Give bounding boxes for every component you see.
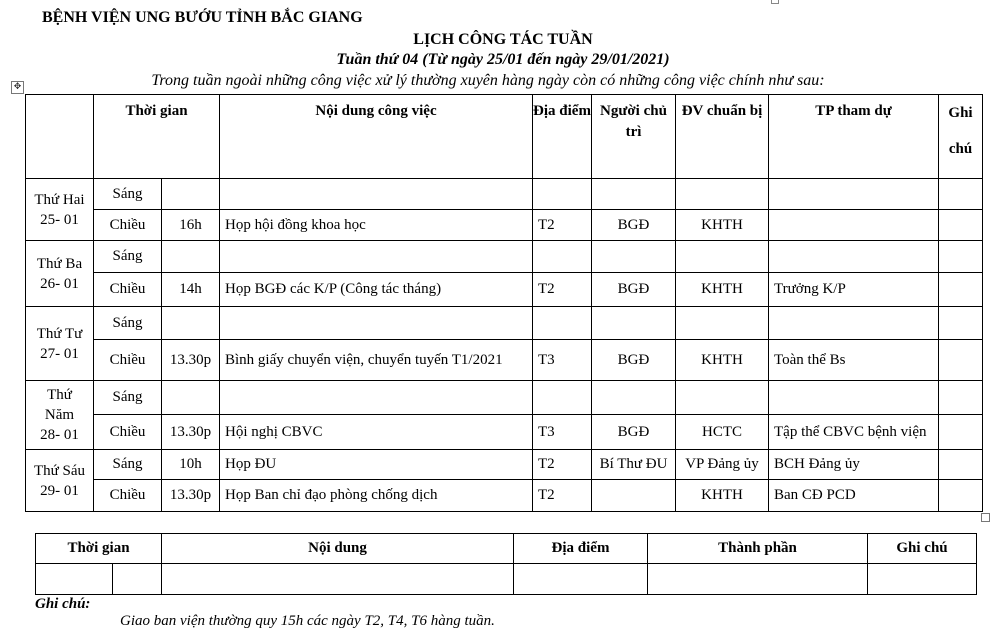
schedule-row bbox=[26, 307, 983, 340]
prep-cell[interactable]: KHTH bbox=[676, 210, 769, 241]
content-cell[interactable]: Họp BGĐ các K/P (Công tác tháng) bbox=[220, 273, 533, 307]
agenda-header-time: Thời gian bbox=[36, 534, 162, 564]
agenda-cell[interactable] bbox=[648, 564, 868, 595]
day-name: Thứ Tư bbox=[36, 325, 83, 342]
content-cell[interactable] bbox=[220, 381, 533, 415]
day-cell bbox=[26, 307, 94, 381]
place-cell[interactable]: T3 bbox=[533, 415, 592, 450]
agenda-cell[interactable] bbox=[868, 564, 977, 595]
header-day-cell bbox=[26, 95, 94, 179]
document-title: LỊCH CÔNG TÁC TUẦN bbox=[413, 31, 593, 48]
content-cell[interactable] bbox=[220, 241, 533, 273]
header-attendees: TP tham dự bbox=[769, 95, 939, 179]
day-date: 25- 01 bbox=[40, 211, 79, 228]
schedule-row bbox=[26, 210, 983, 241]
day-cell bbox=[26, 241, 94, 307]
week-range: Tuần thứ 04 (Từ ngày 25/01 đến ngày 29/01/2021) bbox=[336, 51, 670, 68]
agenda-header-row bbox=[36, 534, 977, 564]
content-cell[interactable]: Hội nghị CBVC bbox=[220, 415, 533, 450]
schedule-row bbox=[26, 241, 983, 273]
note-cell[interactable] bbox=[939, 340, 983, 381]
prep-cell[interactable] bbox=[676, 241, 769, 273]
content-cell[interactable] bbox=[220, 179, 533, 210]
content-cell[interactable]: Họp ĐU bbox=[220, 450, 533, 480]
session-morning: Sáng bbox=[94, 307, 162, 340]
note-cell[interactable] bbox=[939, 450, 983, 480]
schedule-row bbox=[26, 415, 983, 450]
place-cell[interactable]: T3 bbox=[533, 340, 592, 381]
page-corner-mark bbox=[771, 0, 779, 4]
day-cell bbox=[26, 179, 94, 241]
time-cell[interactable] bbox=[162, 381, 220, 415]
header-prep: ĐV chuẩn bị bbox=[676, 95, 769, 179]
note-cell[interactable] bbox=[939, 179, 983, 210]
schedule-table bbox=[25, 94, 983, 512]
prep-cell[interactable]: KHTH bbox=[676, 480, 769, 512]
agenda-header-note: Ghi chú bbox=[868, 534, 977, 564]
schedule-body bbox=[26, 179, 983, 512]
schedule-row bbox=[26, 340, 983, 381]
place-cell[interactable]: T2 bbox=[533, 450, 592, 480]
intro-text: Trong tuần ngoài những công việc xử lý thường xuyên hàng ngày còn có những công việc chính như sau: bbox=[151, 72, 825, 89]
session-morning: Sáng bbox=[94, 179, 162, 210]
day-date: 27- 01 bbox=[40, 345, 79, 362]
attendees-cell[interactable] bbox=[769, 241, 939, 273]
header-host: Người chủ trì bbox=[592, 95, 676, 179]
session-afternoon: Chiều bbox=[94, 273, 162, 307]
agenda-cell[interactable] bbox=[162, 564, 514, 595]
prep-cell[interactable]: KHTH bbox=[676, 273, 769, 307]
session-morning: Sáng bbox=[94, 381, 162, 415]
day-date: 28- 01 bbox=[40, 427, 79, 443]
session-afternoon: Chiều bbox=[94, 480, 162, 512]
host-cell[interactable]: BGĐ bbox=[592, 340, 676, 381]
time-cell[interactable] bbox=[162, 307, 220, 340]
time-cell[interactable]: 10h bbox=[162, 450, 220, 480]
table-move-handle-icon[interactable]: ✥ bbox=[11, 81, 24, 94]
schedule-row bbox=[26, 450, 983, 480]
attendees-cell[interactable]: BCH Đảng ủy bbox=[769, 450, 939, 480]
schedule-row bbox=[26, 179, 983, 210]
content-cell[interactable]: Họp Ban chỉ đạo phòng chống dịch bbox=[220, 480, 533, 512]
agenda-header-members: Thành phần bbox=[648, 534, 868, 564]
day-date: 29- 01 bbox=[40, 482, 79, 499]
host-cell[interactable] bbox=[592, 307, 676, 340]
host-cell[interactable]: BGĐ bbox=[592, 415, 676, 450]
time-cell[interactable]: 14h bbox=[162, 273, 220, 307]
header-content: Nội dung công việc bbox=[220, 95, 533, 179]
note-cell[interactable] bbox=[939, 307, 983, 340]
host-cell[interactable] bbox=[592, 241, 676, 273]
place-cell[interactable]: T2 bbox=[533, 480, 592, 512]
day-date: 26- 01 bbox=[40, 275, 79, 292]
notes-text: Giao ban viện thường quy 15h các ngày T2, T4, T6 hàng tuần. bbox=[120, 613, 495, 629]
prep-cell[interactable]: VP Đảng ủy bbox=[676, 450, 769, 480]
note-cell[interactable] bbox=[939, 210, 983, 241]
time-cell[interactable]: 13.30p bbox=[162, 340, 220, 381]
day-name: Thứ Ba bbox=[36, 255, 83, 272]
content-cell[interactable] bbox=[220, 307, 533, 340]
time-cell[interactable] bbox=[162, 241, 220, 273]
header-place: Địa điểm bbox=[533, 95, 592, 179]
attendees-cell[interactable] bbox=[769, 179, 939, 210]
prep-cell[interactable]: KHTH bbox=[676, 340, 769, 381]
notes-label: Ghi chú: bbox=[35, 596, 91, 612]
place-cell[interactable]: T2 bbox=[533, 273, 592, 307]
table-resize-handle-icon[interactable] bbox=[981, 513, 990, 522]
header-time: Thời gian bbox=[94, 95, 220, 179]
day-name: Thứ Sáu bbox=[33, 462, 86, 479]
attendees-cell[interactable]: Tập thể CBVC bệnh viện bbox=[769, 415, 939, 450]
time-cell[interactable]: 13.30p bbox=[162, 480, 220, 512]
place-cell[interactable] bbox=[533, 381, 592, 415]
attendees-cell[interactable]: Trưởng K/P bbox=[769, 273, 939, 307]
content-cell[interactable]: Họp hội đồng khoa học bbox=[220, 210, 533, 241]
place-cell[interactable] bbox=[533, 307, 592, 340]
session-afternoon: Chiều bbox=[94, 415, 162, 450]
schedule-header-row bbox=[26, 95, 983, 179]
schedule-row bbox=[26, 480, 983, 512]
agenda-cell[interactable] bbox=[36, 564, 113, 595]
content-cell[interactable]: Bình giấy chuyển viện, chuyển tuyến T1/2021 bbox=[220, 340, 533, 381]
time-cell[interactable]: 16h bbox=[162, 210, 220, 241]
attendees-cell[interactable]: Toàn thể Bs bbox=[769, 340, 939, 381]
hospital-name: BỆNH VIỆN UNG BƯỚU TỈNH BẮC GIANG bbox=[42, 9, 363, 26]
session-afternoon: Chiều bbox=[94, 210, 162, 241]
time-cell[interactable]: 13.30p bbox=[162, 415, 220, 450]
header-note: Ghi chú bbox=[939, 95, 983, 179]
host-cell[interactable]: BGĐ bbox=[592, 210, 676, 241]
day-cell bbox=[26, 381, 94, 450]
note-cell[interactable] bbox=[939, 415, 983, 450]
session-afternoon: Chiều bbox=[94, 340, 162, 381]
time-cell[interactable] bbox=[162, 179, 220, 210]
day-name: Thứ Năm bbox=[44, 387, 75, 423]
attendees-cell[interactable] bbox=[769, 307, 939, 340]
host-cell[interactable]: BGĐ bbox=[592, 273, 676, 307]
agenda-cell[interactable] bbox=[113, 564, 162, 595]
prep-cell[interactable] bbox=[676, 179, 769, 210]
session-morning: Sáng bbox=[94, 450, 162, 480]
day-name: Thứ Hai bbox=[34, 191, 85, 208]
host-cell[interactable] bbox=[592, 381, 676, 415]
host-cell[interactable] bbox=[592, 480, 676, 512]
note-cell[interactable] bbox=[939, 241, 983, 273]
prep-cell[interactable] bbox=[676, 307, 769, 340]
host-cell[interactable]: Bí Thư ĐU bbox=[592, 450, 676, 480]
session-morning: Sáng bbox=[94, 241, 162, 273]
host-cell[interactable] bbox=[592, 179, 676, 210]
note-cell[interactable] bbox=[939, 480, 983, 512]
place-cell[interactable]: T2 bbox=[533, 210, 592, 241]
place-cell[interactable] bbox=[533, 179, 592, 210]
schedule-row bbox=[26, 381, 983, 415]
day-cell bbox=[26, 450, 94, 512]
attendees-cell[interactable] bbox=[769, 381, 939, 415]
agenda-table bbox=[35, 533, 977, 595]
agenda-header-content: Nội dung bbox=[162, 534, 514, 564]
note-cell[interactable] bbox=[939, 381, 983, 415]
attendees-cell[interactable]: Ban CĐ PCD bbox=[769, 480, 939, 512]
attendees-cell[interactable] bbox=[769, 210, 939, 241]
prep-cell[interactable] bbox=[676, 381, 769, 415]
prep-cell[interactable]: HCTC bbox=[676, 415, 769, 450]
schedule-row bbox=[26, 273, 983, 307]
place-cell[interactable] bbox=[533, 241, 592, 273]
agenda-header-place: Địa điểm bbox=[514, 534, 648, 564]
agenda-empty-row bbox=[36, 564, 977, 595]
agenda-cell[interactable] bbox=[514, 564, 648, 595]
note-cell[interactable] bbox=[939, 273, 983, 307]
